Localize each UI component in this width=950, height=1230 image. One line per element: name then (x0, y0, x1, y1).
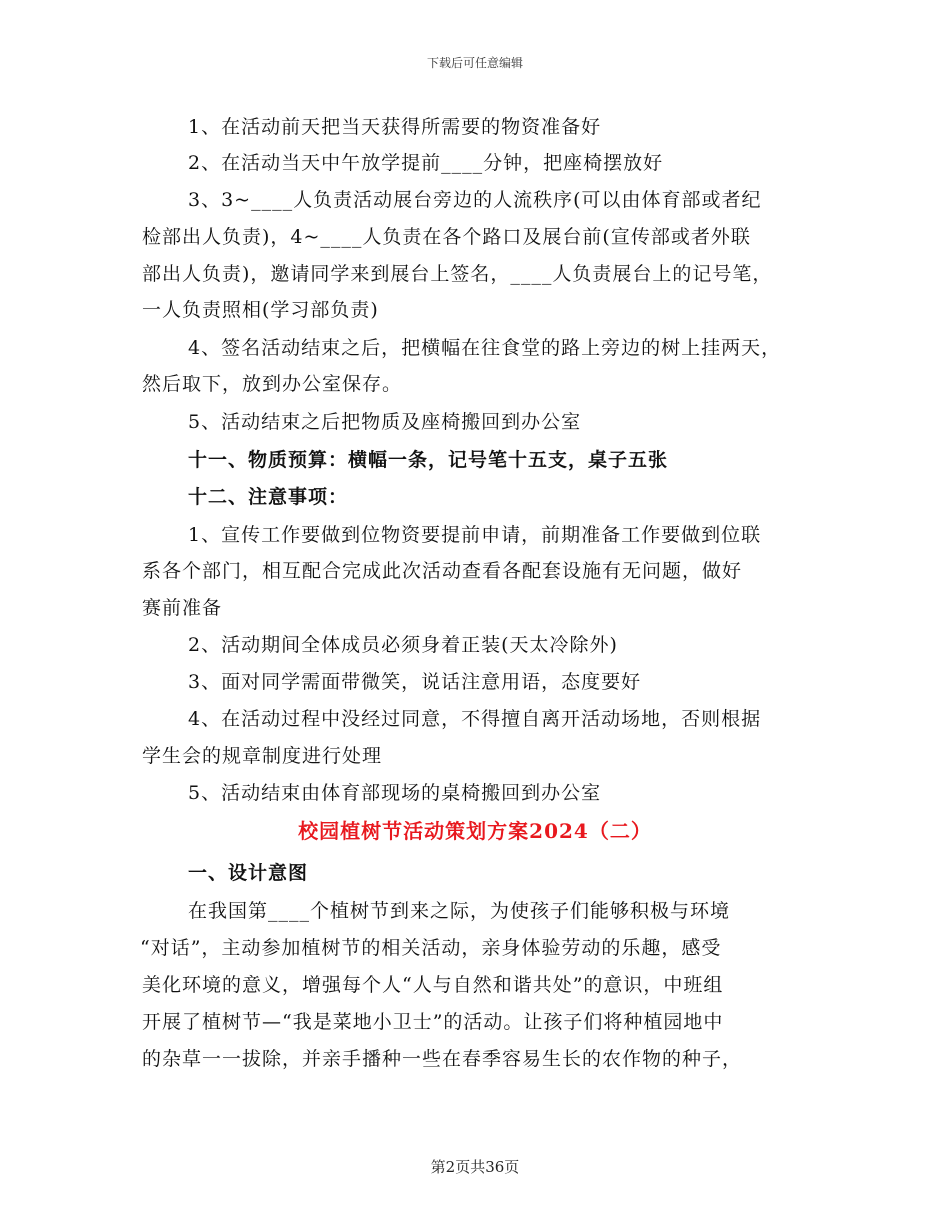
text-line: 美化环境的意义，增强每个人“人与自然和谐共处”的意识，中班组 (142, 974, 724, 996)
text-line: 然后取下，放到办公室保存。 (142, 373, 403, 395)
text-line: 一人负责照相(学习部负责) (142, 299, 379, 321)
text-line: 开展了植树节—“我是菜地小卫士”的活动。让孩子们将种植园地中 (142, 1011, 724, 1033)
section-heading: 一、设计意图 (188, 862, 309, 884)
text-line: 在我国第____个植树节到来之际，为使孩子们能够积极与环境 (188, 900, 731, 922)
text-line: 部出人负责)，邀请同学来到展台上签名，____人负责展台上的记号笔， (142, 263, 773, 285)
text-line: 赛前准备 (142, 597, 223, 619)
text-line: 系各个部门，相互配合完成此次活动查看各配套设施有无问题，做好 (142, 560, 743, 582)
text-line: 4、签名活动结束之后，把横幅在往食堂的路上旁边的树上挂两天， (188, 337, 782, 359)
text-line: 3、面对同学需面带微笑，说话注意用语，态度要好 (188, 671, 642, 693)
text-line: 检部出人负责)，4~____人负责在各个路口及展台前(宣传部或者外联 (142, 226, 751, 248)
text-line: “对话”，主动参加植树节的相关活动，亲身体验劳动的乐趣，感受 (140, 937, 722, 959)
text-line: 5、活动结束由体育部现场的桌椅搬回到办公室 (188, 782, 602, 804)
text-line: 1、宣传工作要做到位物资要提前申请，前期准备工作要做到位联 (188, 524, 762, 546)
section-heading: 十一、物质预算：横幅一条，记号笔十五支，桌子五张 (188, 449, 669, 471)
section-title: 校园植树节活动策划方案2024（二） (298, 819, 652, 843)
text-line: 5、活动结束之后把物质及座椅搬回到办公室 (188, 411, 582, 433)
text-line: 的杂草一一拔除，并亲手播种一些在春季容易生长的农作物的种子， (142, 1048, 743, 1070)
text-line: 2、活动期间全体成员必须身着正装(天太冷除外) (188, 634, 618, 656)
page-footer: 第2页共36页 (430, 1158, 520, 1176)
text-line: 3、3~____人负责活动展台旁边的人流秩序(可以由体育部或者纪 (188, 189, 762, 211)
page-header: 下载后可任意编辑 (426, 56, 523, 70)
text-line: 4、在活动过程中没经过同意，不得擅自离开活动场地，否则根据 (188, 708, 762, 730)
text-line: 2、在活动当天中午放学提前____分钟，把座椅摆放好 (188, 152, 664, 174)
text-line: 1、在活动前天把当天获得所需要的物资准备好 (188, 116, 602, 138)
text-line: 学生会的规章制度进行处理 (142, 745, 383, 767)
section-heading: 十二、注意事项： (188, 486, 349, 508)
